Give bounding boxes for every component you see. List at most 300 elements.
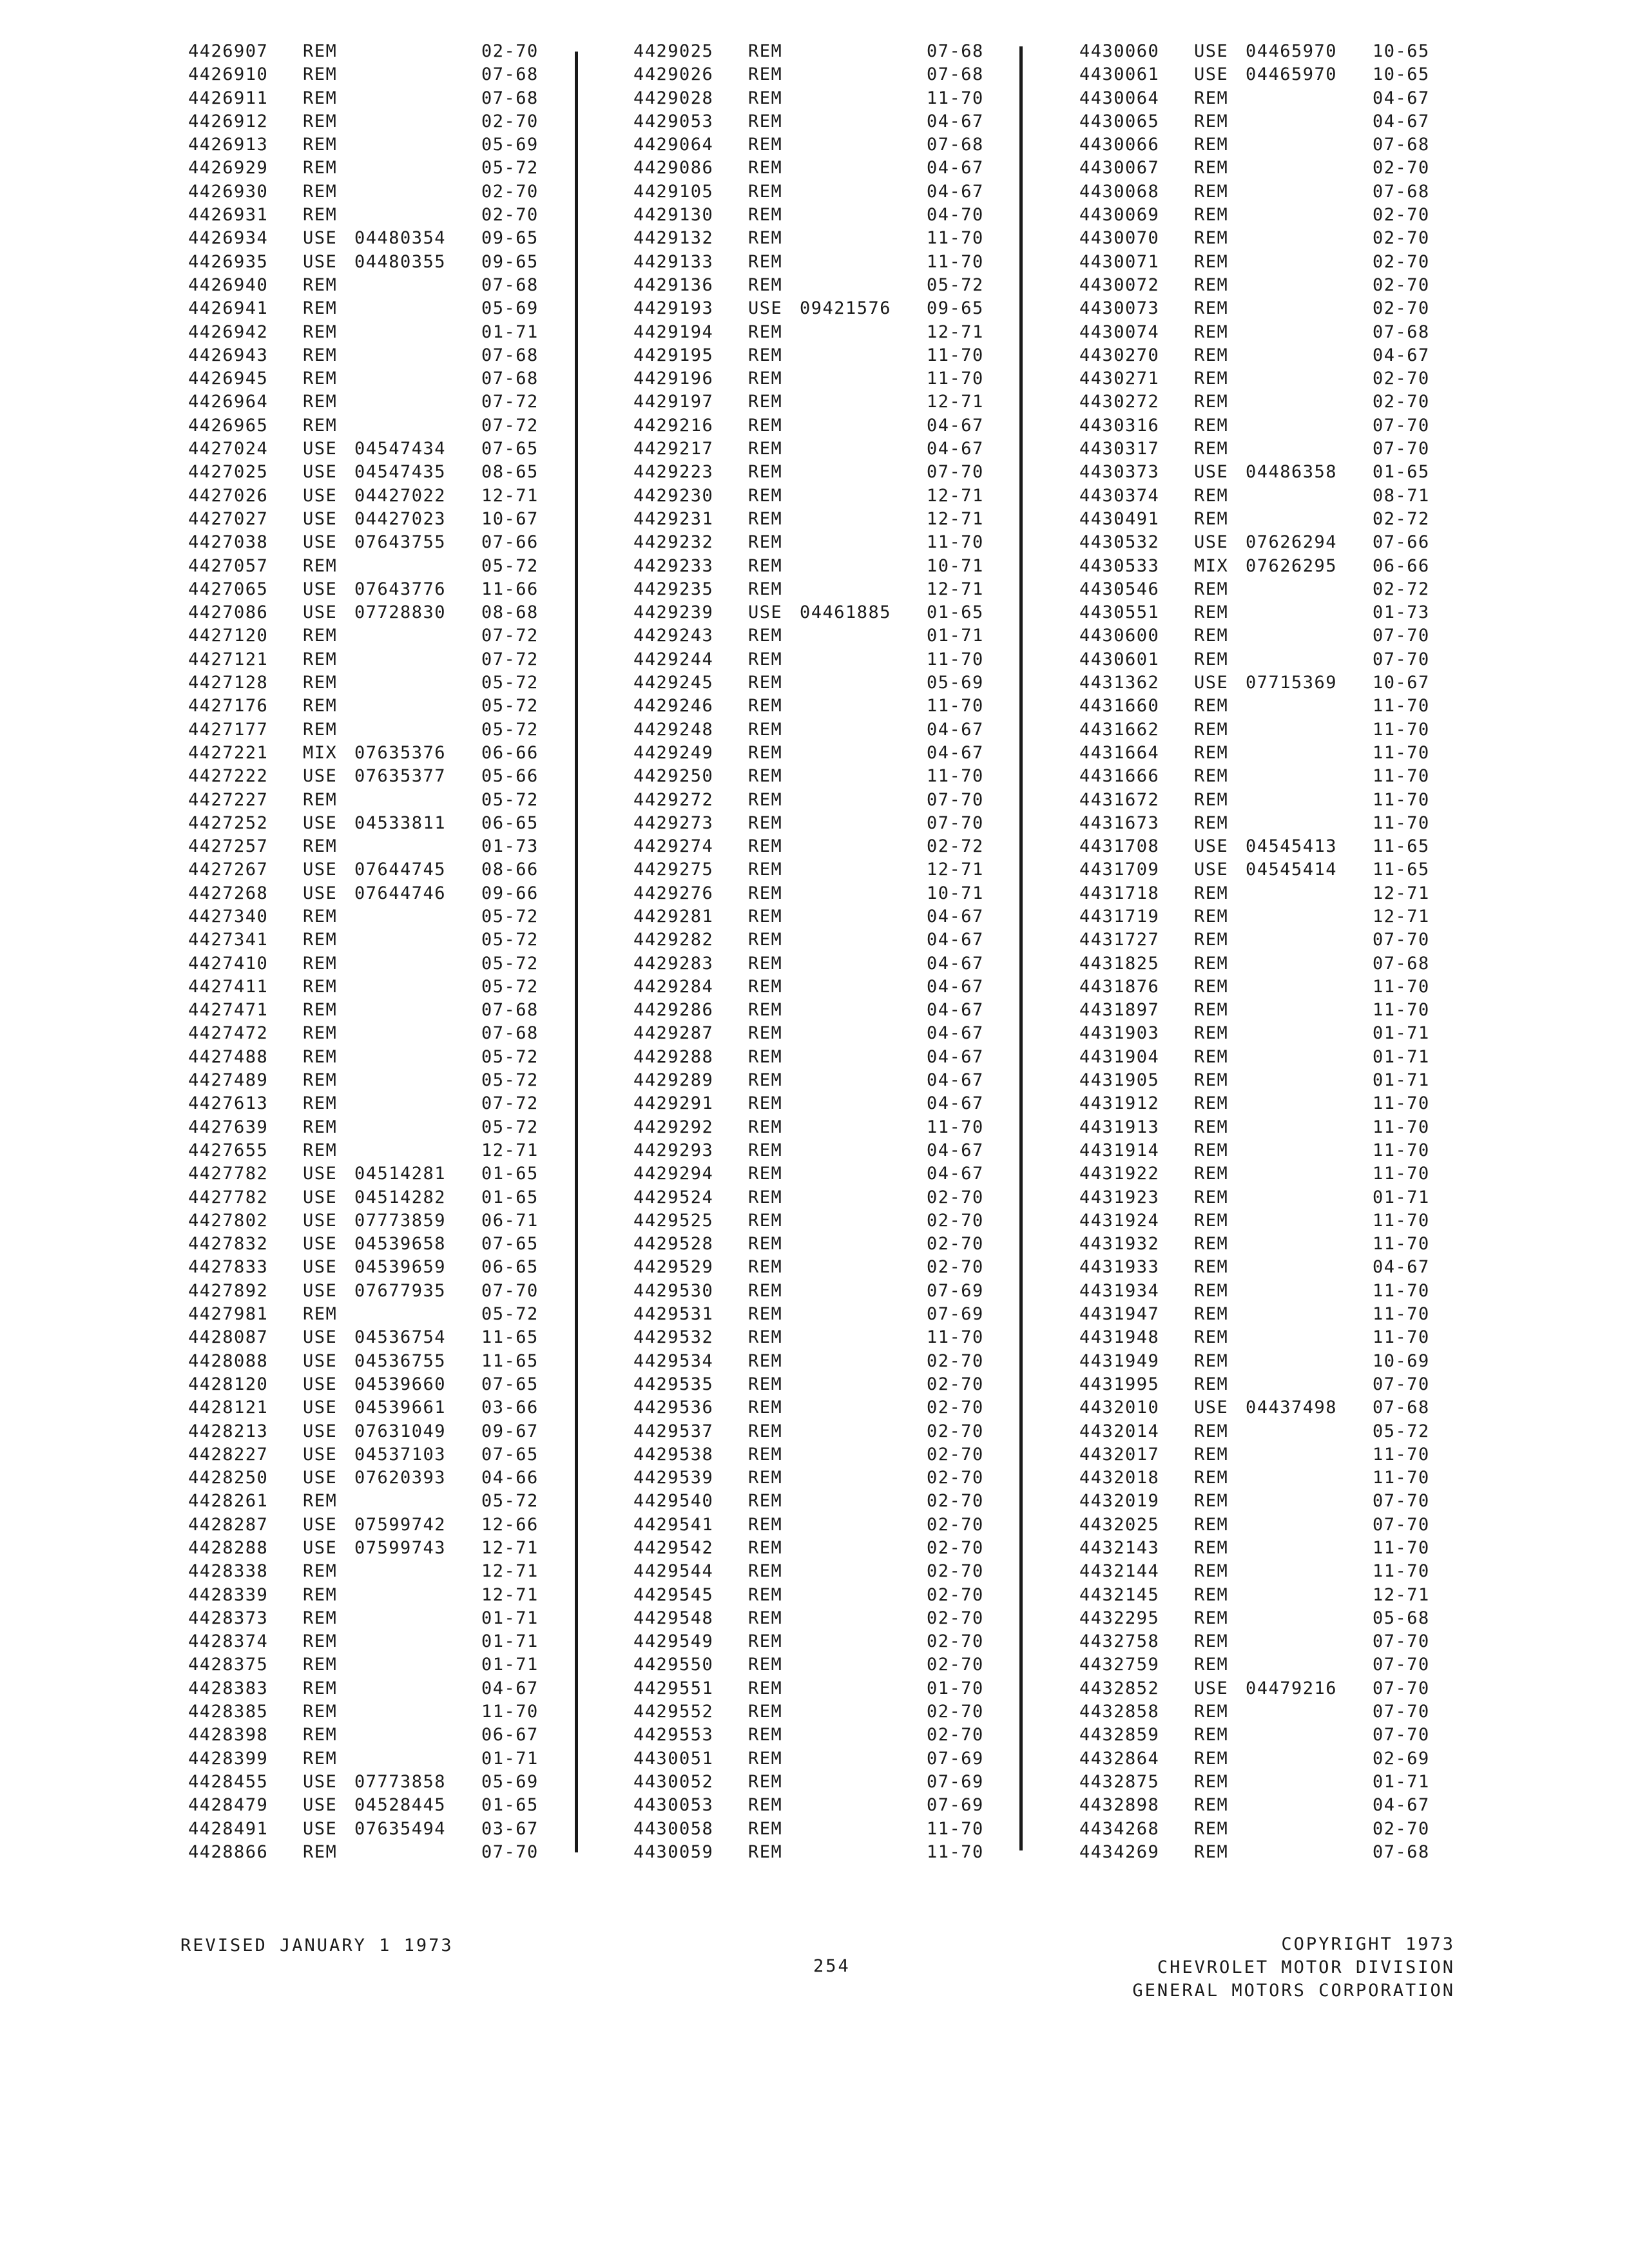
effective-date: 06-66 [1373,555,1430,576]
effective-date: 05-72 [481,953,539,974]
part-number: 4429283 [633,953,714,974]
status-code: REM [748,508,783,529]
part-number: 4429529 [633,1257,714,1278]
replacement-part-number: 07635377 [354,766,447,787]
replacement-part-number: 07728830 [354,602,447,623]
status-code: REM [748,626,783,646]
effective-date: 11-65 [1373,860,1430,880]
status-code: USE [303,1468,338,1488]
effective-date: 07-65 [481,1234,539,1254]
status-code: REM [748,1631,783,1652]
part-number: 4430073 [1079,298,1160,319]
part-number: 4428213 [188,1421,269,1441]
effective-date: 11-70 [1373,1327,1430,1348]
replacement-part-number: 07643776 [354,579,447,599]
status-code: REM [303,649,338,669]
part-number: 4428491 [188,1818,269,1839]
status-code: REM [1194,602,1229,623]
status-code: REM [303,392,338,412]
part-number: 4429195 [633,345,714,365]
effective-date: 07-70 [481,1841,539,1862]
effective-date: 11-70 [1373,1210,1430,1231]
status-code: REM [303,696,338,716]
effective-date: 12-71 [1373,883,1430,903]
status-code: REM [303,836,338,857]
status-code: REM [748,1725,783,1745]
part-number: 4426945 [188,369,269,389]
effective-date: 04-67 [927,1164,984,1184]
status-code: REM [303,1655,338,1675]
effective-date: 01-65 [481,1187,539,1207]
effective-date: 05-69 [481,298,539,319]
status-code: USE [303,251,338,272]
part-number: 4428261 [188,1491,269,1512]
part-number: 4426940 [188,274,269,295]
revised-date: REVISED JANUARY 1 1973 [180,1936,454,1956]
effective-date: 09-67 [481,1421,539,1441]
part-number: 4429550 [633,1655,714,1675]
effective-date: 07-65 [481,1374,539,1394]
status-code: REM [303,1631,338,1652]
effective-date: 11-70 [1373,766,1430,787]
part-number: 4429132 [633,228,714,249]
effective-date: 04-67 [1373,88,1430,108]
part-number: 4430053 [633,1795,714,1816]
status-code: REM [1194,626,1229,646]
part-number: 4431660 [1079,696,1160,716]
part-number: 4430533 [1079,555,1160,576]
effective-date: 02-70 [1373,158,1430,178]
effective-date: 02-70 [1373,369,1430,389]
effective-date: 07-66 [1373,532,1430,553]
status-code: USE [303,883,338,903]
effective-date: 01-71 [1373,1023,1430,1044]
part-number: 4427892 [188,1280,269,1301]
status-code: REM [748,64,783,85]
part-number: 4426942 [188,322,269,342]
status-code: USE [303,1444,338,1465]
part-number: 4427268 [188,883,269,903]
part-number: 4429232 [633,532,714,553]
effective-date: 07-68 [927,41,984,61]
status-code: REM [748,111,783,131]
status-code: USE [303,1538,338,1558]
part-number: 4427410 [188,953,269,974]
replacement-part-number: 07635376 [354,742,447,763]
status-code: USE [1194,64,1229,85]
effective-date: 11-70 [1373,1280,1430,1301]
effective-date: 02-72 [927,836,984,857]
part-number: 4427227 [188,789,269,810]
effective-date: 11-70 [481,1702,539,1722]
status-code: REM [1194,789,1229,810]
status-code: REM [748,1046,783,1067]
status-code: USE [303,485,338,506]
status-code: USE [303,532,338,553]
effective-date: 04-67 [927,906,984,927]
effective-date: 12-71 [927,392,984,412]
part-number: 4430059 [633,1841,714,1862]
part-number: 4428455 [188,1771,269,1792]
effective-date: 07-68 [1373,322,1430,342]
status-code: REM [303,1608,338,1628]
replacement-part-number: 04427022 [354,485,447,506]
status-code: REM [1194,1304,1229,1325]
part-number: 4430271 [1079,369,1160,389]
part-number: 4429292 [633,1117,714,1137]
part-number: 4427120 [188,626,269,646]
part-number: 4430600 [1079,626,1160,646]
effective-date: 05-68 [1373,1608,1430,1628]
part-number: 4429130 [633,205,714,226]
part-number: 4426941 [188,298,269,319]
status-code: REM [748,766,783,787]
part-number: 4426931 [188,205,269,226]
part-number: 4430072 [1079,274,1160,295]
part-number: 4432758 [1079,1631,1160,1652]
status-code: REM [748,251,783,272]
status-code: REM [1194,88,1229,108]
status-code: REM [748,1818,783,1839]
part-number: 4429216 [633,415,714,436]
effective-date: 04-67 [927,1046,984,1067]
part-number: 4427065 [188,579,269,599]
status-code: USE [303,860,338,880]
part-number: 4428866 [188,1841,269,1862]
part-number: 4429273 [633,812,714,833]
status-code: REM [1194,930,1229,950]
status-code: USE [303,602,338,623]
status-code: REM [748,158,783,178]
part-number: 4429197 [633,392,714,412]
effective-date: 07-72 [481,415,539,436]
replacement-part-number: 04514281 [354,1164,447,1184]
part-number: 4429286 [633,1000,714,1021]
effective-date: 02-70 [927,1538,984,1558]
replacement-part-number: 04536754 [354,1327,447,1348]
replacement-part-number: 07643755 [354,532,447,553]
part-number: 4430051 [633,1748,714,1769]
status-code: REM [1194,251,1229,272]
status-code: REM [1194,1117,1229,1137]
status-code: REM [303,1841,338,1862]
effective-date: 07-70 [1373,415,1430,436]
effective-date: 12-71 [927,322,984,342]
status-code: REM [748,1234,783,1254]
effective-date: 01-71 [481,322,539,342]
status-code: REM [303,1304,338,1325]
replacement-part-number: 04480354 [354,228,447,249]
part-number: 4432859 [1079,1725,1160,1745]
part-number: 4429239 [633,602,714,623]
status-code: REM [1194,649,1229,669]
effective-date: 05-72 [481,1046,539,1067]
effective-date: 05-72 [481,1117,539,1137]
effective-date: 02-70 [927,1210,984,1231]
effective-date: 07-68 [481,88,539,108]
status-code: REM [303,181,338,202]
part-number: 4432852 [1079,1678,1160,1698]
status-code: USE [303,1818,338,1839]
replacement-part-number: 04539660 [354,1374,447,1394]
status-code: REM [303,88,338,108]
effective-date: 04-67 [1373,1795,1430,1816]
status-code: REM [303,626,338,646]
effective-date: 11-70 [1373,1444,1430,1465]
part-number: 4429284 [633,976,714,997]
effective-date: 02-70 [1373,392,1430,412]
status-code: REM [748,1655,783,1675]
effective-date: 07-68 [927,64,984,85]
status-code: REM [1194,1421,1229,1441]
effective-date: 07-68 [1373,135,1430,155]
status-code: REM [303,1000,338,1021]
effective-date: 04-67 [927,1093,984,1114]
part-number: 4427341 [188,930,269,950]
effective-date: 07-65 [481,1444,539,1465]
effective-date: 11-70 [1373,1000,1430,1021]
status-code: REM [1194,1514,1229,1535]
effective-date: 08-65 [481,462,539,483]
effective-date: 07-65 [481,439,539,459]
status-code: REM [1194,1210,1229,1231]
status-code: REM [1194,1327,1229,1348]
part-number: 4429532 [633,1327,714,1348]
part-number: 4429530 [633,1280,714,1301]
part-number: 4429288 [633,1046,714,1067]
status-code: REM [748,1702,783,1722]
status-code: REM [748,953,783,974]
effective-date: 07-70 [1373,930,1430,950]
effective-date: 12-71 [927,579,984,599]
status-code: REM [1194,274,1229,295]
part-number: 4429542 [633,1538,714,1558]
status-code: USE [1194,673,1229,693]
part-number: 4430067 [1079,158,1160,178]
corporation-line: GENERAL MOTORS CORPORATION [1132,1981,1455,2001]
replacement-part-number: 07620393 [354,1468,447,1488]
effective-date: 11-65 [1373,836,1430,857]
part-number: 4429230 [633,485,714,506]
effective-date: 05-72 [481,673,539,693]
status-code: USE [303,1771,338,1792]
part-number: 4430061 [1079,64,1160,85]
replacement-part-number: 07626295 [1246,555,1338,576]
effective-date: 07-70 [481,1280,539,1301]
effective-date: 04-67 [927,953,984,974]
status-code: REM [748,205,783,226]
part-number: 4431995 [1079,1374,1160,1394]
part-number: 4430074 [1079,322,1160,342]
status-code: REM [748,1117,783,1137]
status-code: REM [1194,766,1229,787]
part-number: 4430532 [1079,532,1160,553]
status-code: REM [748,555,783,576]
status-code: USE [303,1280,338,1301]
part-number: 4430601 [1079,649,1160,669]
status-code: USE [1194,836,1229,857]
effective-date: 07-68 [481,1000,539,1021]
effective-date: 11-70 [1373,789,1430,810]
part-number: 4429538 [633,1444,714,1465]
status-code: USE [1194,860,1229,880]
replacement-part-number: 04539658 [354,1234,447,1254]
effective-date: 01-70 [927,1678,984,1698]
part-number: 4426907 [188,41,269,61]
status-code: USE [303,1350,338,1371]
status-code: REM [748,1421,783,1441]
part-number: 4429276 [633,883,714,903]
effective-date: 10-71 [927,883,984,903]
part-number: 4428250 [188,1468,269,1488]
part-number: 4430066 [1079,135,1160,155]
part-number: 4429551 [633,1678,714,1698]
column-divider-2 [1019,46,1023,1850]
effective-date: 07-70 [1373,439,1430,459]
part-number: 4429053 [633,111,714,131]
status-code: USE [1194,1398,1229,1418]
replacement-part-number: 07631049 [354,1421,447,1441]
effective-date: 06-67 [481,1725,539,1745]
part-number: 4429275 [633,860,714,880]
part-number: 4431922 [1079,1164,1160,1184]
effective-date: 04-67 [927,158,984,178]
part-number: 4427086 [188,602,269,623]
part-number: 4429548 [633,1608,714,1628]
effective-date: 03-66 [481,1398,539,1418]
part-number: 4430071 [1079,251,1160,272]
part-number: 4428087 [188,1327,269,1348]
status-code: REM [748,1210,783,1231]
part-number: 4427128 [188,673,269,693]
effective-date: 09-65 [481,251,539,272]
effective-date: 04-67 [927,415,984,436]
part-number: 4431672 [1079,789,1160,810]
status-code: REM [748,1327,783,1348]
part-number: 4430058 [633,1818,714,1839]
effective-date: 07-69 [927,1748,984,1769]
part-number: 4427257 [188,836,269,857]
status-code: REM [748,1257,783,1278]
effective-date: 11-65 [481,1327,539,1348]
effective-date: 11-70 [927,1841,984,1862]
status-code: USE [748,298,783,319]
effective-date: 07-72 [481,649,539,669]
replacement-part-number: 07773858 [354,1771,447,1792]
effective-date: 01-71 [1373,1771,1430,1792]
part-number: 4429248 [633,719,714,740]
part-number: 4429274 [633,836,714,857]
status-code: REM [1194,1257,1229,1278]
part-number: 4428385 [188,1702,269,1722]
status-code: REM [748,1608,783,1628]
effective-date: 04-67 [1373,345,1430,365]
effective-date: 11-70 [1373,1117,1430,1137]
effective-date: 01-73 [1373,602,1430,623]
effective-date: 04-67 [927,1140,984,1160]
effective-date: 07-70 [1373,1725,1430,1745]
part-number: 4431876 [1079,976,1160,997]
effective-date: 11-70 [927,766,984,787]
status-code: REM [303,1725,338,1745]
status-code: REM [1194,205,1229,226]
status-code: REM [303,976,338,997]
part-number: 4429537 [633,1421,714,1441]
status-code: REM [1194,1491,1229,1512]
status-code: REM [303,415,338,436]
part-number: 4432759 [1079,1655,1160,1675]
replacement-part-number: 07773859 [354,1210,447,1231]
status-code: REM [748,719,783,740]
part-number: 4431662 [1079,719,1160,740]
effective-date: 01-71 [1373,1070,1430,1091]
effective-date: 04-67 [927,1023,984,1044]
part-number: 4431666 [1079,766,1160,787]
effective-date: 07-68 [1373,1398,1430,1418]
effective-date: 07-70 [927,462,984,483]
effective-date: 12-71 [927,508,984,529]
effective-date: 02-70 [481,111,539,131]
part-number: 4429544 [633,1561,714,1582]
effective-date: 01-65 [481,1795,539,1816]
part-number: 4426913 [188,135,269,155]
replacement-part-number: 07635494 [354,1818,447,1839]
status-code: REM [1194,953,1229,974]
effective-date: 04-67 [927,181,984,202]
replacement-part-number: 04427023 [354,508,447,529]
status-code: REM [748,1444,783,1465]
effective-date: 10-69 [1373,1350,1430,1371]
status-code: REM [303,1748,338,1769]
effective-date: 11-70 [1373,1164,1430,1184]
status-code: USE [1194,1678,1229,1698]
part-number: 4432010 [1079,1398,1160,1418]
effective-date: 05-72 [481,1070,539,1091]
effective-date: 01-65 [481,1164,539,1184]
part-number: 4429545 [633,1584,714,1605]
part-number: 4430373 [1079,462,1160,483]
status-code: REM [748,1748,783,1769]
status-code: REM [1194,976,1229,997]
effective-date: 12-71 [1373,906,1430,927]
part-number: 4432017 [1079,1444,1160,1465]
status-code: REM [1194,1374,1229,1394]
part-number: 4428339 [188,1584,269,1605]
status-code: REM [748,88,783,108]
part-number: 4429539 [633,1468,714,1488]
status-code: REM [303,1117,338,1137]
part-number: 4427038 [188,532,269,553]
part-number: 4429231 [633,508,714,529]
status-code: REM [748,345,783,365]
part-number: 4427252 [188,812,269,833]
effective-date: 11-70 [927,1327,984,1348]
replacement-part-number: 07715369 [1246,673,1338,693]
status-code: USE [303,1374,338,1394]
status-code: REM [1194,1818,1229,1839]
part-number: 4429552 [633,1702,714,1722]
part-number: 4429289 [633,1070,714,1091]
status-code: REM [303,930,338,950]
effective-date: 05-72 [481,1491,539,1512]
status-code: REM [748,673,783,693]
status-code: REM [748,1304,783,1325]
part-number: 4432858 [1079,1702,1160,1722]
part-number: 4434268 [1079,1818,1160,1839]
part-number: 4426943 [188,345,269,365]
part-number: 4427471 [188,1000,269,1021]
status-code: REM [1194,439,1229,459]
